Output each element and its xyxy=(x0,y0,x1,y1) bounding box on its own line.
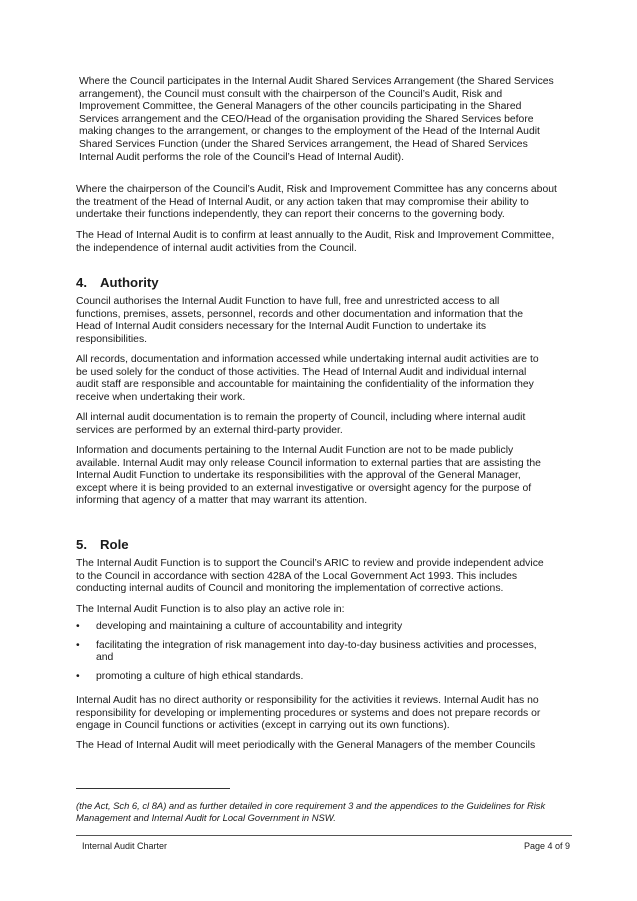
section-title: Role xyxy=(100,537,129,552)
intro-paragraph-chairperson-concerns: Where the chairperson of the Council’s Audit, Risk and Improvement Committee has any concerns about the treatment of the Head of Internal Audit, or any action taken that may compromise their ability to undertake their functions independently, they can report their concerns to the governing body. xyxy=(76,184,557,221)
footnote-text: (the Act, Sch 6, cl 8A) and as further detailed in core requirement 3 and the appendices to the Guidelines for Risk Management and Internal Audit for Local Government in NSW. xyxy=(76,800,546,823)
footer-document-title: Internal Audit Charter xyxy=(82,841,168,851)
footer-divider xyxy=(76,835,572,836)
bullet-icon: • xyxy=(76,670,80,682)
section-heading-authority xyxy=(76,275,159,290)
authority-paragraph-information-release: Information and documents pertaining to the Internal Audit Function are not to be made publicly available. Internal Audit may only release Council information to external parties that are assisting the Internal Audit Function to undertake its responsibilities with the approval of the General Manager, except where it is being provided to an external investigative or oversight agency for the purpose of informing that agency of a matter that may warrant its attention. xyxy=(76,445,541,507)
authority-paragraph-confidentiality: All records, documentation and information accessed while undertaking internal audit activities are to be used solely for the conduct of those activities. The Head of Internal Audit and individual internal audit staff are responsible and accountable for maintaining the confidentiality of the information they receive when undertaking their work. xyxy=(76,354,539,403)
role-bullet-list xyxy=(76,621,572,689)
bullet-icon: • xyxy=(76,639,80,651)
section-number: 5. xyxy=(76,537,87,552)
footnote-separator xyxy=(76,788,230,789)
section-number: 4. xyxy=(76,275,87,290)
list-item-text: facilitating the integration of risk management into day-to-day business activities and processes, and xyxy=(96,639,537,664)
role-paragraph-active-role-intro: The Internal Audit Function is to also play an active role in: xyxy=(76,604,345,615)
footer-page-number: Page 4 of 9 xyxy=(523,841,570,851)
authority-paragraph-documentation-property: All internal audit documentation is to remain the property of Council, including where internal audit services are performed by an external third-party provider. xyxy=(76,412,526,436)
role-paragraph-no-direct-authority: Internal Audit has no direct authority or responsibility for the activities it reviews. Internal Audit has no responsibility for developing or implementing procedures or systems and does not prepare records or engage in Council functions or activities (except in carrying out its own functions). xyxy=(76,695,541,732)
bullet-icon: • xyxy=(76,621,80,632)
list-item xyxy=(76,621,572,634)
intro-paragraph-independence-confirmation: The Head of Internal Audit is to confirm at least annually to the Audit, Risk and Improvement Committee, the independence of internal audit activities from the Council. xyxy=(76,230,555,254)
role-paragraph-support-aric: The Internal Audit Function is to support the Council’s ARIC to review and provide independent advice to the Council in accordance with section 428A of the Local Government Act 1993. This includes conducting internal audits of Council and monitoring the implementation of corrective actions. xyxy=(76,558,544,595)
section-title: Authority xyxy=(100,275,159,290)
intro-paragraph-shared-services: Where the Council participates in the Internal Audit Shared Services Arrangement (the Shared Services arrangement), the Council must consult with the chairperson of the Council’s Audit, Risk and Improvement Committee, the General Managers of the other councils participating in the Shared Services arrangement and the CEO/Head of the organisation providing the Shared Services before making changes to the arrangement, or changes to the employment of the Head of the Internal Audit Shared Services Function (under the Shared Services arrangement, the Head of Shared Services Internal Audit performs the role of the Council’s Head of Internal Audit). xyxy=(79,76,554,163)
role-paragraph-meetings: The Head of Internal Audit will meet periodically with the General Managers of the member Councils xyxy=(76,740,536,751)
section-heading-role xyxy=(76,537,129,552)
list-item-text: developing and maintaining a culture of accountability and integrity xyxy=(96,621,403,632)
list-item-text: promoting a culture of high ethical standards. xyxy=(96,670,304,682)
list-item xyxy=(76,671,572,684)
authority-paragraph-access: Council authorises the Internal Audit Function to have full, free and unrestricted access to all functions, premises, assets, personnel, records and other documentation and information that the Head of Internal Audit considers necessary for the Internal Audit Function to undertake its responsibilities. xyxy=(76,296,524,345)
list-item xyxy=(76,640,572,665)
